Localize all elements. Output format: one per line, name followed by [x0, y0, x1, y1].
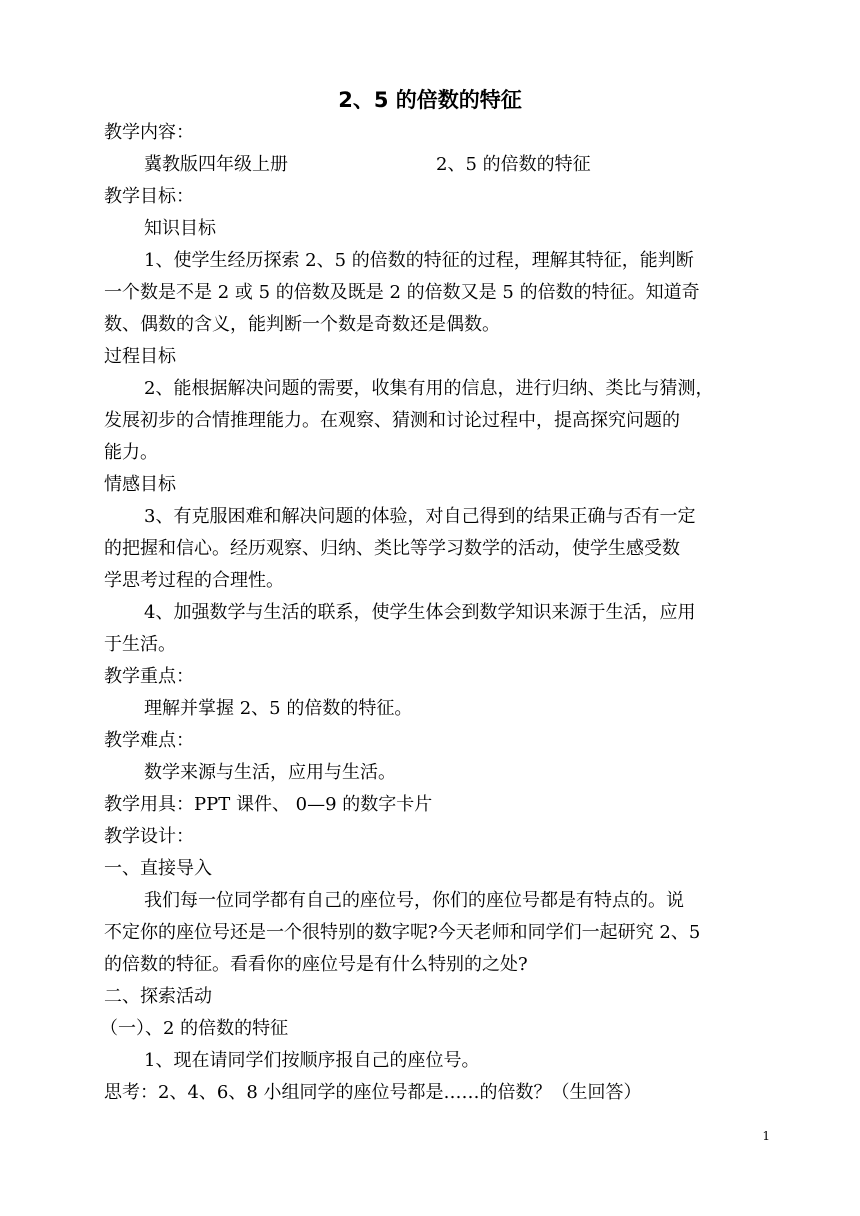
paragraph-line: 1、使学生经历探索 2、5 的倍数的特征的过程，理解其特征，能判断 [144, 250, 694, 271]
paragraph-line: 我们每一位同学都有自己的座位号，你们的座位号都是有特点的。说 [144, 890, 684, 911]
paragraph-line: 1、现在请同学们按顺序报自己的座位号。 [144, 1050, 480, 1071]
paragraph-line: 2、能根据解决问题的需要，收集有用的信息，进行归纳、类比与猜测， [144, 378, 714, 399]
section-heading: 二、探索活动 [104, 986, 212, 1007]
paragraph-line: 不定你的座位号还是一个很特别的数字呢?今天老师和同学们一起研究 2、5 [104, 922, 701, 943]
teaching-tools: 教学用具：PPT 课件、 0—9 的数字卡片 [104, 794, 433, 815]
paragraph-line: 发展初步的合情推理能力。在观察、猜测和讨论过程中，提高探究问题的 [104, 410, 680, 431]
paragraph-line: 的把握和信心。经历观察、归纳、类比等学习数学的活动，使学生感受数 [104, 538, 680, 559]
paragraph-line: 4、加强数学与生活的联系，使学生体会到数学知识来源于生活，应用 [144, 602, 696, 623]
subsection-heading: （一）、2 的倍数的特征 [100, 1018, 289, 1039]
paragraph-line: 于生活。 [104, 634, 176, 655]
design-heading: 教学设计： [104, 826, 194, 847]
difficult-point-text: 数学来源与生活，应用与生活。 [144, 762, 396, 783]
paragraph-line: 一个数是不是 2 或 5 的倍数及既是 2 的倍数又是 5 的倍数的特征。知道奇 [104, 282, 700, 303]
textbook-name: 冀教版四年级上册 [144, 154, 288, 175]
knowledge-goal-heading: 知识目标 [144, 218, 216, 239]
lesson-topic: 2、5 的倍数的特征 [436, 154, 591, 175]
paragraph-line: 能力。 [104, 442, 158, 463]
emotion-goal-heading: 情感目标 [104, 474, 176, 495]
objectives-heading: 教学目标： [104, 186, 194, 207]
section-heading: 一、直接导入 [104, 858, 212, 879]
page-title: 2、5 的倍数的特征 [338, 88, 522, 112]
content-heading: 教学内容： [104, 122, 194, 143]
key-point-text: 理解并掌握 2、5 的倍数的特征。 [144, 698, 413, 719]
key-point-heading: 教学重点： [104, 666, 194, 687]
paragraph-line: 学思考过程的合理性。 [104, 570, 284, 591]
difficult-point-heading: 教学难点： [104, 730, 194, 751]
paragraph-line: 的倍数的特征。看看你的座位号是有什么特别的之处? [104, 954, 528, 975]
process-goal-heading: 过程目标 [104, 346, 176, 367]
content-line [144, 149, 764, 181]
paragraph-line: 数、偶数的含义，能判断一个数是奇数还是偶数。 [104, 314, 500, 335]
paragraph-line: 思考：2、4、6、8 小组同学的座位号都是……的倍数？（生回答） [104, 1082, 642, 1103]
page-number: 1 [762, 1129, 770, 1143]
paragraph-line: 3、有克服困难和解决问题的体验，对自己得到的结果正确与否有一定 [144, 506, 696, 527]
